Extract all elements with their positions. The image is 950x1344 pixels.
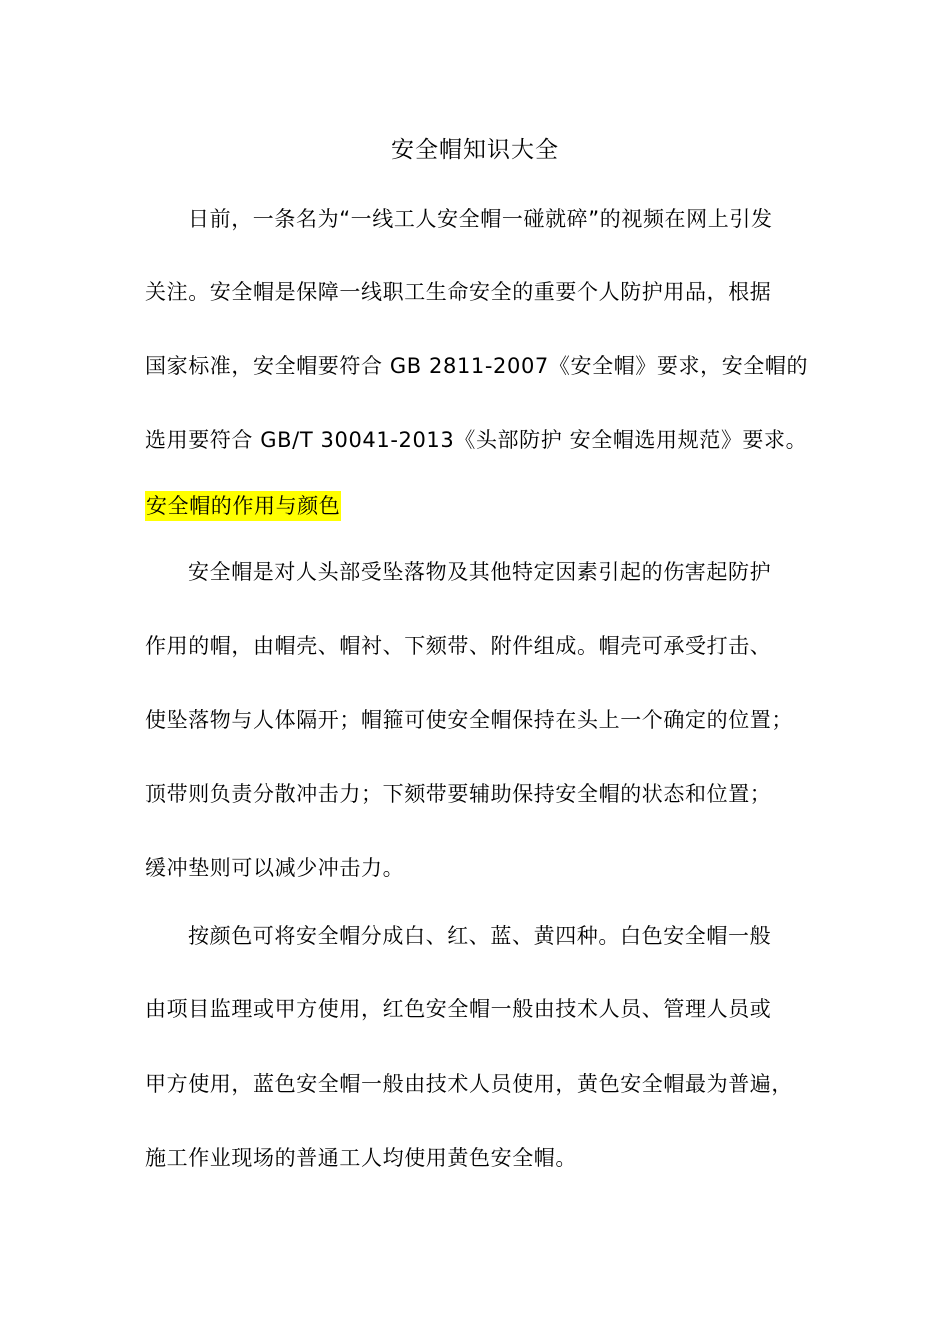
paragraph-3-line-3: 甲方使用，蓝色安全帽一般由技术人员使用，黄色安全帽最为普遍， xyxy=(145,1072,793,1096)
paragraph-2-line-4: 顶带则负责分散冲击力；下颏带要辅助保持安全帽的状态和位置； xyxy=(145,782,772,806)
paragraph-1-line-1: 日前，一条名为“一线工人安全帽一碰就碎”的视频在网上引发 xyxy=(188,207,773,231)
paragraph-2-line-2: 作用的帽，由帽壳、帽衬、下颏带、附件组成。帽壳可承受打击、 xyxy=(145,634,772,658)
paragraph-2-line-5: 缓冲垫则可以减少冲击力。 xyxy=(145,856,405,880)
paragraph-3-line-4: 施工作业现场的普通工人均使用黄色安全帽。 xyxy=(145,1146,577,1170)
document-title: 安全帽知识大全 xyxy=(391,137,559,163)
paragraph-3-line-1: 按颜色可将安全帽分成白、红、蓝、黄四种。白色安全帽一般 xyxy=(188,924,772,948)
paragraph-3-line-2: 由项目监理或甲方使用，红色安全帽一般由技术人员、管理人员或 xyxy=(145,997,772,1021)
paragraph-1-line-3: 国家标准，安全帽要符合 GB 2811-2007《安全帽》要求，安全帽的 xyxy=(145,354,809,378)
paragraph-2-line-1: 安全帽是对人头部受坠落物及其他特定因素引起的伤害起防护 xyxy=(188,560,772,584)
paragraph-2-line-3: 使坠落物与人体隔开；帽箍可使安全帽保持在头上一个确定的位置； xyxy=(145,708,793,732)
paragraph-1-line-2: 关注。安全帽是保障一线职工生命安全的重要个人防护用品，根据 xyxy=(145,280,772,304)
paragraph-1-line-4: 选用要符合 GB/T 30041-2013《头部防护 安全帽选用规范》要求。 xyxy=(145,428,808,452)
section-heading: 安全帽的作用与颜色 xyxy=(145,491,341,521)
